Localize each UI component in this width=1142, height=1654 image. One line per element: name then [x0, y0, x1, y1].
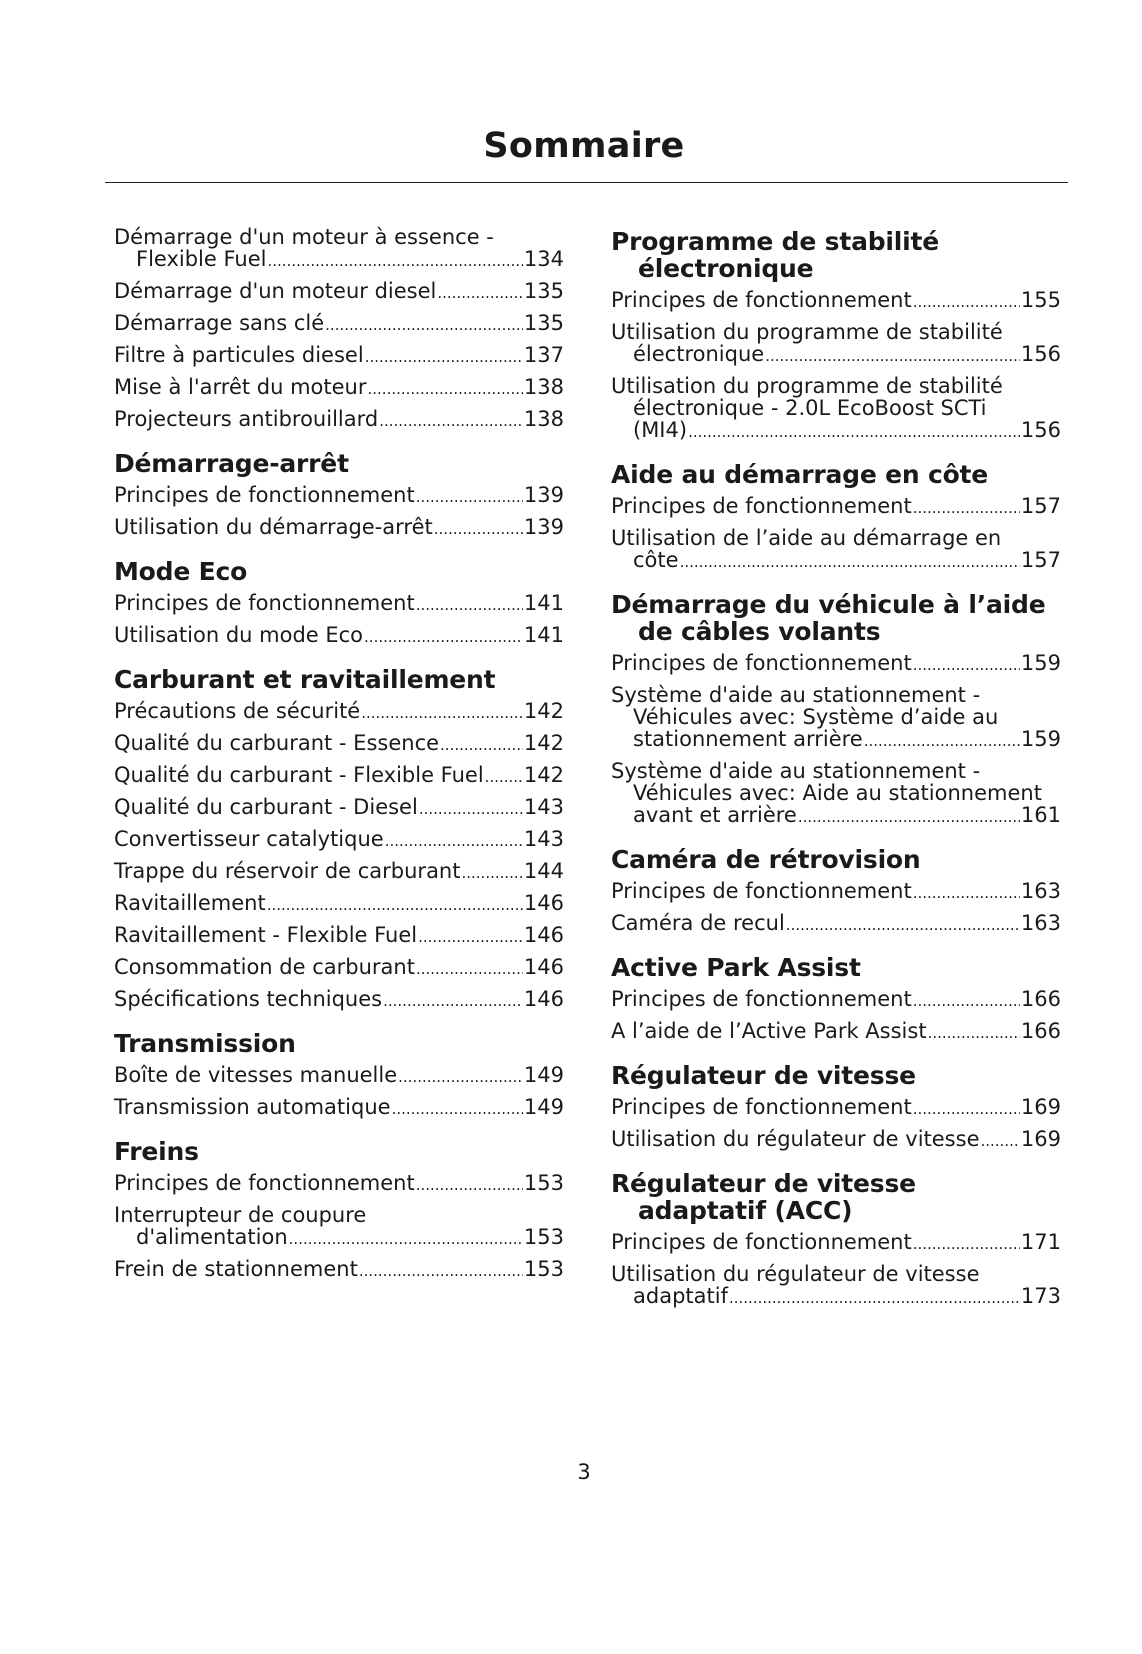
- toc-entry[interactable]: [611, 912, 1061, 936]
- toc-entry-label: Utilisation du régulateur de vitesse: [611, 1127, 980, 1151]
- section-heading-text: Active Park Assist: [611, 953, 861, 982]
- toc-entry[interactable]: [611, 1020, 1061, 1044]
- toc-entry-label: Principes de fonctionnement: [611, 1095, 912, 1119]
- toc-entry-label: Spécifications techniques: [114, 987, 383, 1011]
- toc-entry-label: Convertisseur catalytique: [114, 827, 384, 851]
- toc-entry-label: Précautions de sécurité: [114, 699, 361, 723]
- toc-entry-leader-line: [114, 1226, 564, 1250]
- section-heading: [114, 1030, 564, 1057]
- section-heading: [114, 1138, 564, 1165]
- dot-leader: [913, 1231, 1020, 1255]
- toc-entry[interactable]: [114, 1064, 564, 1088]
- dot-leader: [461, 860, 522, 884]
- toc-entry-page: 141: [523, 591, 564, 615]
- title-divider: [105, 182, 1068, 183]
- toc-entry-page: 169: [1020, 1127, 1061, 1151]
- toc-entry-leader-line: [611, 804, 1061, 828]
- dot-leader: [418, 924, 523, 948]
- dot-leader: [365, 344, 523, 368]
- toc-entry-line: Système d'aide au stationnement -: [611, 759, 981, 783]
- page-number: 3: [577, 1460, 591, 1484]
- toc-entry-page: 138: [523, 407, 564, 431]
- toc-entry[interactable]: [114, 988, 564, 1012]
- toc-entry-label: Qualité du carburant - Diesel: [114, 795, 418, 819]
- toc-entry[interactable]: [114, 764, 564, 788]
- toc-entry-leader-line: [611, 1128, 1061, 1152]
- toc-entry-page: 137: [523, 343, 564, 367]
- dot-leader: [398, 1064, 523, 1088]
- section-heading-text: Démarrage-arrêt: [114, 449, 349, 478]
- toc-entry-page: 155: [1020, 288, 1061, 312]
- section-heading-text: Mode Eco: [114, 557, 248, 586]
- toc-entry-label: Principes de fonctionnement: [611, 987, 912, 1011]
- toc-entry-line: Véhicules avec: Aide au stationnement: [633, 781, 1042, 805]
- section-heading: [611, 1170, 1061, 1224]
- toc-entry-leader-line: [114, 248, 564, 272]
- dot-leader: [416, 484, 523, 508]
- toc-entry[interactable]: [114, 280, 564, 304]
- toc-entry-leader-line: [611, 912, 1061, 936]
- toc-entry-page: 169: [1020, 1095, 1061, 1119]
- toc-entry-leader-line: [114, 1172, 564, 1196]
- toc-entry-label: Mise à l'arrêt du moteur: [114, 375, 367, 399]
- dot-leader: [765, 343, 1020, 367]
- toc-entry[interactable]: [611, 321, 1061, 367]
- toc-entry-page: 138: [523, 375, 564, 399]
- toc-entry-leader-line: [114, 860, 564, 884]
- section-heading-text: Transmission: [114, 1029, 296, 1058]
- toc-entry-label: d'alimentation: [136, 1225, 288, 1249]
- toc-entry-label: Caméra de recul: [611, 911, 785, 935]
- toc-entry-line: électronique - 2.0L EcoBoost SCTi: [633, 396, 987, 420]
- toc-entry-leader-line: [611, 1020, 1061, 1044]
- dot-leader: [786, 912, 1020, 936]
- dot-leader: [440, 732, 523, 756]
- toc-entry-label: adaptatif: [633, 1284, 728, 1308]
- toc-entry-page: 135: [523, 279, 564, 303]
- toc-entry-page: 159: [1020, 727, 1061, 751]
- toc-entry-leader-line: [611, 988, 1061, 1012]
- toc-entry[interactable]: [611, 495, 1061, 519]
- toc-entry-label: Filtre à particules diesel: [114, 343, 364, 367]
- toc-entry-label: Consommation de carburant: [114, 955, 415, 979]
- toc-entry-page: 142: [523, 699, 564, 723]
- toc-entry[interactable]: [611, 1128, 1061, 1152]
- toc-entry[interactable]: [114, 312, 564, 336]
- toc-entry-label: Ravitaillement - Flexible Fuel: [114, 923, 418, 947]
- toc-entry-line: Véhicules avec: Système d’aide au: [633, 705, 999, 729]
- page-title: Sommaire: [483, 126, 685, 166]
- toc-entry-label: électronique: [633, 342, 765, 366]
- dot-leader: [485, 764, 523, 788]
- toc-entry-leader-line: [114, 764, 564, 788]
- toc-entry-label: Principes de fonctionnement: [114, 483, 415, 507]
- toc-entry-leader-line: [114, 592, 564, 616]
- toc-entry-page: 166: [1020, 987, 1061, 1011]
- section-heading: [611, 461, 1061, 488]
- toc-entry[interactable]: [114, 892, 564, 916]
- toc-entry-leader-line: [114, 1096, 564, 1120]
- toc-entry-leader-line: [114, 408, 564, 432]
- toc-entry-leader-line: [114, 828, 564, 852]
- section-heading: [611, 846, 1061, 873]
- dot-leader: [928, 1020, 1020, 1044]
- toc-entry-page: 143: [523, 827, 564, 851]
- toc-entry-label: Boîte de vitesses manuelle: [114, 1063, 398, 1087]
- toc-entry[interactable]: [114, 516, 564, 540]
- toc-entry-leader-line: [611, 495, 1061, 519]
- toc-entry[interactable]: [114, 592, 564, 616]
- toc-entry[interactable]: [611, 1096, 1061, 1120]
- toc-entry-page: 149: [523, 1063, 564, 1087]
- section-heading-continuation: de câbles volants: [638, 617, 881, 646]
- toc-entry-leader-line: [114, 1258, 564, 1282]
- toc-entry-label: (MI4): [633, 418, 688, 442]
- dot-leader: [359, 1258, 523, 1282]
- toc-entry-leader-line: [114, 624, 564, 648]
- section-heading-text: Freins: [114, 1137, 199, 1166]
- toc-entry-label: Principes de fonctionnement: [114, 1171, 415, 1195]
- toc-entry[interactable]: [114, 1204, 564, 1250]
- dot-leader: [416, 592, 523, 616]
- dot-leader: [385, 828, 523, 852]
- toc-entry[interactable]: [114, 956, 564, 980]
- toc-entry[interactable]: [114, 376, 564, 400]
- section-heading-continuation: électronique: [638, 254, 814, 283]
- toc-entry[interactable]: [611, 289, 1061, 313]
- toc-entry-label: avant et arrière: [633, 803, 797, 827]
- toc-entry[interactable]: [114, 344, 564, 368]
- toc-entry-page: 153: [523, 1257, 564, 1281]
- toc-entry-leader-line: [114, 516, 564, 540]
- dot-leader: [729, 1285, 1020, 1309]
- dot-leader: [416, 956, 523, 980]
- dot-leader: [364, 624, 523, 648]
- toc-entry[interactable]: [611, 760, 1061, 828]
- toc-entry-leader-line: [611, 1231, 1061, 1255]
- dot-leader: [383, 988, 523, 1012]
- toc-entry[interactable]: [114, 1258, 564, 1282]
- section-heading: [114, 450, 564, 477]
- toc-entry[interactable]: [114, 700, 564, 724]
- dot-leader: [913, 289, 1020, 313]
- toc-entry-leader-line: [611, 289, 1061, 313]
- section-heading: [114, 558, 564, 585]
- dot-leader: [289, 1226, 523, 1250]
- dot-leader: [392, 1096, 523, 1120]
- toc-entry-leader-line: [611, 1285, 1061, 1309]
- toc-entry-page: 163: [1020, 911, 1061, 935]
- toc-entry-label: Principes de fonctionnement: [114, 591, 415, 615]
- section-heading-text: Démarrage du véhicule à l’aide: [611, 590, 1046, 619]
- toc-entry-label: côte: [633, 548, 679, 572]
- dot-leader: [379, 408, 523, 432]
- toc-entry-leader-line: [114, 956, 564, 980]
- toc-entry[interactable]: [114, 226, 564, 272]
- toc-entry-label: Frein de stationnement: [114, 1257, 358, 1281]
- toc-entry-leader-line: [114, 484, 564, 508]
- dot-leader: [437, 280, 523, 304]
- toc-entry-page: 161: [1020, 803, 1061, 827]
- toc-entry-page: 143: [523, 795, 564, 819]
- dot-leader: [267, 892, 523, 916]
- toc-entry[interactable]: [611, 652, 1061, 676]
- toc-entry-line: Interrupteur de coupure: [114, 1203, 367, 1227]
- dot-leader: [913, 988, 1020, 1012]
- toc-entry-label: Principes de fonctionnement: [611, 879, 912, 903]
- toc-entry-label: Qualité du carburant - Flexible Fuel: [114, 763, 484, 787]
- toc-entry-page: 146: [523, 955, 564, 979]
- dot-leader: [680, 549, 1020, 573]
- dot-leader: [419, 796, 523, 820]
- toc-entry-label: Projecteurs antibrouillard: [114, 407, 379, 431]
- dot-leader: [913, 652, 1020, 676]
- toc-entry-leader-line: [114, 376, 564, 400]
- toc-entry-label: A l’aide de l’Active Park Assist: [611, 1019, 927, 1043]
- section-heading-text: Carburant et ravitaillement: [114, 665, 496, 694]
- section-heading: [611, 228, 1061, 282]
- toc-entry-page: 135: [523, 311, 564, 335]
- toc-entry-page: 142: [523, 763, 564, 787]
- toc-entry[interactable]: [611, 880, 1061, 904]
- section-heading-text: Programme de stabilité: [611, 227, 940, 256]
- toc-entry-line: Utilisation du programme de stabilité: [611, 374, 1003, 398]
- toc-entry-leader-line: [611, 728, 1061, 752]
- toc-entry-page: 153: [523, 1225, 564, 1249]
- toc-entry[interactable]: [114, 1096, 564, 1120]
- section-heading-continuation: adaptatif (ACC): [638, 1196, 853, 1225]
- toc-entry[interactable]: [611, 988, 1061, 1012]
- toc-entry-leader-line: [114, 732, 564, 756]
- toc-entry-page: 146: [523, 923, 564, 947]
- dot-leader: [864, 728, 1020, 752]
- toc-entry-page: 173: [1020, 1284, 1061, 1308]
- toc-entry-label: Principes de fonctionnement: [611, 494, 912, 518]
- section-heading-text: Aide au démarrage en côte: [611, 460, 989, 489]
- toc-column-left: [114, 226, 564, 1290]
- toc-entry-leader-line: [611, 343, 1061, 367]
- toc-entry-leader-line: [114, 312, 564, 336]
- toc-entry[interactable]: [114, 796, 564, 820]
- toc-entry-label: Flexible Fuel: [136, 247, 267, 271]
- toc-entry-page: 134: [523, 247, 564, 271]
- section-heading: [611, 954, 1061, 981]
- dot-leader: [913, 495, 1020, 519]
- toc-entry-label: Démarrage sans clé: [114, 311, 325, 335]
- toc-entry-line: Utilisation de l’aide au démarrage en: [611, 526, 1002, 550]
- section-heading: [611, 591, 1061, 645]
- toc-entry-label: Démarrage d'un moteur diesel: [114, 279, 437, 303]
- toc-entry[interactable]: [114, 732, 564, 756]
- dot-leader: [267, 248, 522, 272]
- dot-leader: [325, 312, 523, 336]
- toc-entry-page: 159: [1020, 651, 1061, 675]
- dot-leader: [980, 1128, 1019, 1152]
- toc-entry-page: 163: [1020, 879, 1061, 903]
- toc-entry-page: 149: [523, 1095, 564, 1119]
- toc-entry-line: Démarrage d'un moteur à essence -: [114, 225, 494, 249]
- toc-entry-label: Utilisation du mode Eco: [114, 623, 364, 647]
- dot-leader: [913, 880, 1020, 904]
- toc-entry-label: Ravitaillement: [114, 891, 266, 915]
- toc-entry-label: Principes de fonctionnement: [611, 651, 912, 675]
- toc-entry[interactable]: [611, 684, 1061, 752]
- toc-entry-page: 156: [1020, 342, 1061, 366]
- toc-entry-label: Utilisation du démarrage-arrêt: [114, 515, 433, 539]
- toc-entry[interactable]: [114, 828, 564, 852]
- dot-leader: [416, 1172, 523, 1196]
- toc-entry-leader-line: [611, 652, 1061, 676]
- toc-entry[interactable]: [114, 1172, 564, 1196]
- toc-entry[interactable]: [114, 860, 564, 884]
- dot-leader: [688, 419, 1020, 443]
- section-heading-text: Caméra de rétrovision: [611, 845, 921, 874]
- section-heading-text: Régulateur de vitesse: [611, 1061, 916, 1090]
- toc-entry-page: 166: [1020, 1019, 1061, 1043]
- section-heading-text: Régulateur de vitesse: [611, 1169, 916, 1198]
- toc-entry-line: Utilisation du régulateur de vitesse: [611, 1262, 980, 1286]
- toc-entry-page: 139: [523, 515, 564, 539]
- toc-entry-page: 157: [1020, 548, 1061, 572]
- section-heading: [611, 1062, 1061, 1089]
- toc-entry-page: 153: [523, 1171, 564, 1195]
- toc-entry-label: stationnement arrière: [633, 727, 863, 751]
- toc-entry-label: Principes de fonctionnement: [611, 288, 912, 312]
- section-heading: [114, 666, 564, 693]
- toc-entry-leader-line: [114, 892, 564, 916]
- toc-entry-line: Utilisation du programme de stabilité: [611, 320, 1003, 344]
- toc-entry-leader-line: [114, 1064, 564, 1088]
- toc-entry-leader-line: [611, 549, 1061, 573]
- toc-entry-page: 139: [523, 483, 564, 507]
- toc-entry-page: 146: [523, 987, 564, 1011]
- toc-entry-leader-line: [114, 280, 564, 304]
- toc-entry[interactable]: [114, 408, 564, 432]
- dot-leader: [798, 804, 1020, 828]
- toc-entry[interactable]: [611, 1263, 1061, 1309]
- toc-entry-page: 142: [523, 731, 564, 755]
- toc-entry-leader-line: [611, 880, 1061, 904]
- toc-entry-leader-line: [114, 700, 564, 724]
- toc-entry-label: Trappe du réservoir de carburant: [114, 859, 461, 883]
- toc-entry-label: Qualité du carburant - Essence: [114, 731, 440, 755]
- dot-leader: [368, 376, 523, 400]
- toc-entry-leader-line: [114, 344, 564, 368]
- toc-entry-line: Système d'aide au stationnement -: [611, 683, 981, 707]
- toc-entry[interactable]: [114, 624, 564, 648]
- toc-entry[interactable]: [611, 1231, 1061, 1255]
- toc-entry-leader-line: [611, 1096, 1061, 1120]
- toc-entry-leader-line: [114, 924, 564, 948]
- toc-entry-leader-line: [114, 796, 564, 820]
- toc-entry-page: 144: [523, 859, 564, 883]
- toc-entry-page: 141: [523, 623, 564, 647]
- toc-entry-page: 157: [1020, 494, 1061, 518]
- toc-entry[interactable]: [611, 375, 1061, 443]
- toc-entry[interactable]: [611, 527, 1061, 573]
- toc-entry-leader-line: [114, 988, 564, 1012]
- toc-column-right: [611, 226, 1061, 1317]
- toc-entry[interactable]: [114, 484, 564, 508]
- dot-leader: [913, 1096, 1020, 1120]
- toc-entry-label: Principes de fonctionnement: [611, 1230, 912, 1254]
- toc-entry-page: 156: [1020, 418, 1061, 442]
- toc-entry-page: 171: [1020, 1230, 1061, 1254]
- toc-entry-page: 146: [523, 891, 564, 915]
- dot-leader: [434, 516, 523, 540]
- toc-entry[interactable]: [114, 924, 564, 948]
- dot-leader: [361, 700, 523, 724]
- toc-entry-label: Transmission automatique: [114, 1095, 391, 1119]
- toc-entry-leader-line: [611, 419, 1061, 443]
